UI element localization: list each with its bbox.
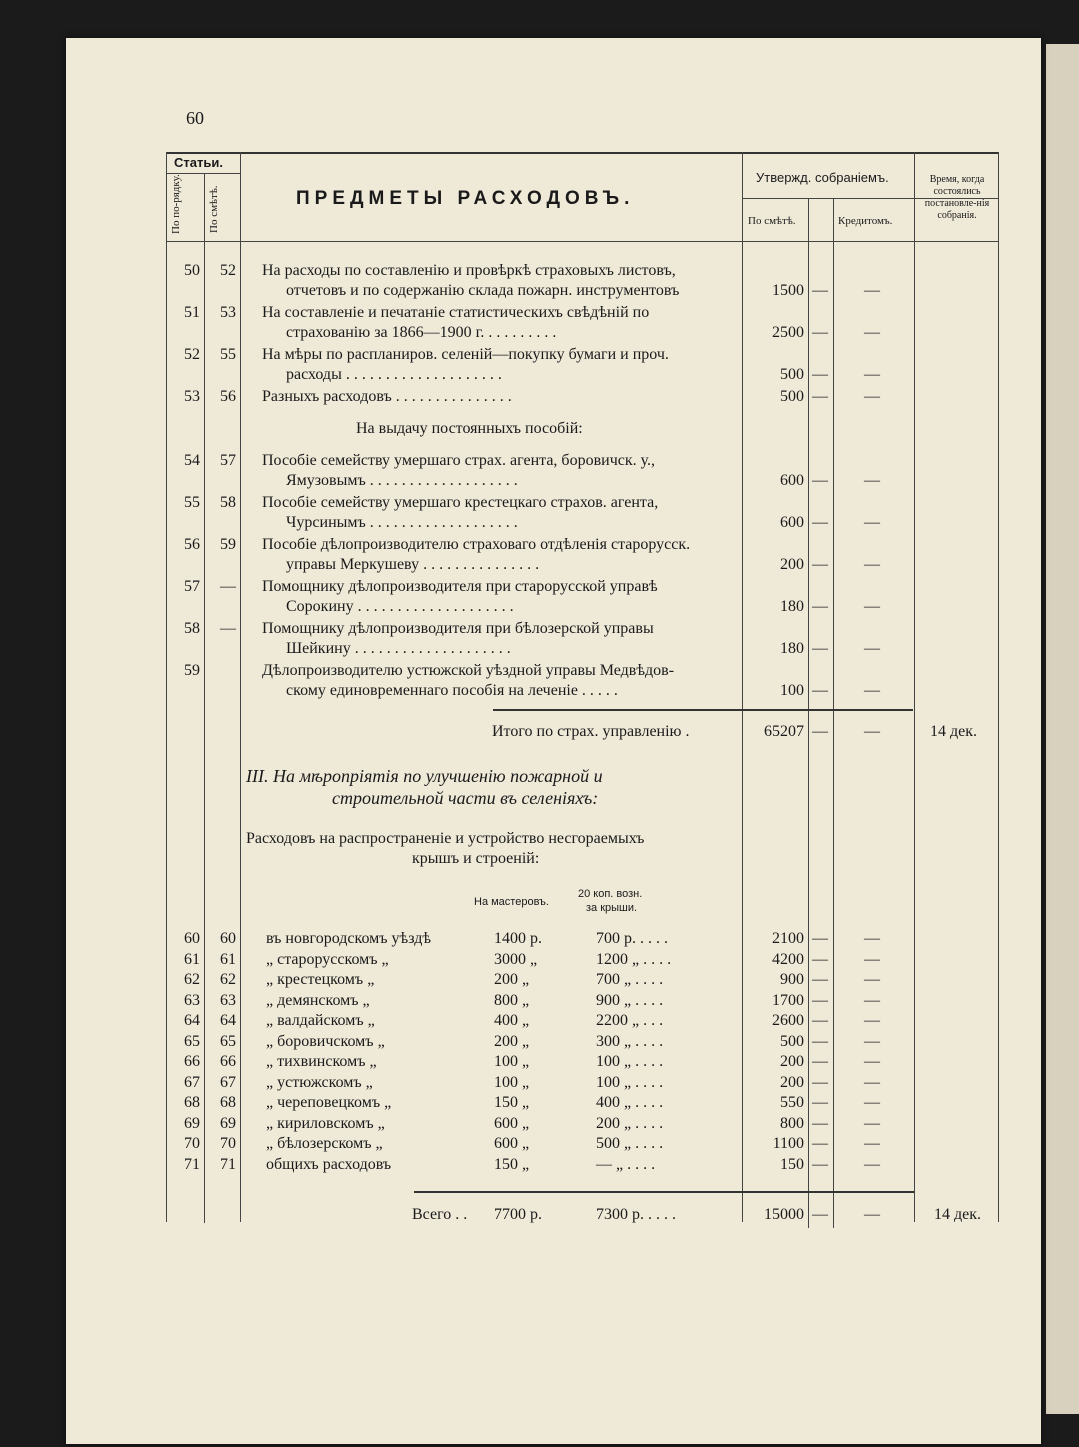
district-name: „ старорусскомъ „ [266,950,389,968]
row-number-poryadku: 50 [184,262,200,279]
row-number-smete: 52 [220,262,236,279]
row-description-line-1: На мѣры по распланиров. селеній—покупку бумаги и проч. [262,346,669,363]
row-dash-kredit: — [812,472,828,489]
row-description-line-2: страхованію за 1866—1900 г. . . . . . . . . . [286,324,557,341]
page-number: 60 [186,108,204,128]
district-name: „ валдайскомъ „ [266,1012,375,1029]
row-amount: 1700 [772,991,804,1009]
po-poryadku-header: По по-рядку. [170,174,182,234]
row-dash-kredit: — [812,1094,828,1111]
row-dash-kredit: — [812,324,828,341]
stati-header: Статьи. [174,155,223,170]
row-number-smete: 59 [220,536,236,553]
row-dash-kredit: — [812,1135,828,1152]
row-dash-kredit-2: — [864,991,880,1009]
row-dash-kredit-2: — [864,1032,880,1050]
row-dash-kredit-2: — [864,640,880,657]
itogo-dash-1: — [812,723,828,740]
masterov-value: 100 „ [494,1073,530,1091]
district-name: „ устюжскомъ „ [266,1073,373,1091]
row-number-poryadku: 65 [184,1032,200,1050]
row-description-line-2: Чурсинымъ . . . . . . . . . . . . . . . . . . . [286,514,518,531]
header-bottom-rule [166,241,998,242]
row-dash-kredit-2: — [864,472,880,489]
row-number-poryadku: 71 [184,1155,200,1173]
row-number-smete: — [220,578,236,595]
po-smete-col-header: По смѣтѣ. [208,185,220,233]
row-dash-kredit-2: — [864,1012,880,1029]
masterov-value: 150 „ [494,1155,530,1173]
masterov-value: 1400 р. [494,930,542,947]
row-dash-kredit-2: — [864,366,880,383]
row-description-line-2: расходы . . . . . . . . . . . . . . . . . . . . [286,366,502,383]
krysh-value: 700 „ . . . . [596,971,664,988]
section3-title-2: строительной части въ селеніяхъ: [332,788,599,808]
kreditom-header: Кредитомъ. [838,215,893,227]
row-number-poryadku: 63 [184,991,200,1009]
table-top-rule [166,152,998,154]
col-krysh-header-1: 20 коп. возн. [578,888,643,900]
row-number-poryadku: 55 [184,494,200,511]
krysh-value: 700 р. . . . . [596,930,668,947]
masterov-value: 100 „ [494,1053,530,1070]
row-description-line-2: Сорокину . . . . . . . . . . . . . . . . . . . . [286,598,514,615]
vsego-dash-1: — [812,1206,828,1223]
vremya-header: Время, когда состоялись постановле-нія собранія. [924,174,990,221]
masterov-value: 800 „ [494,991,530,1009]
row-dash-kredit-2: — [864,930,880,947]
row-amount: 1500 [772,282,804,299]
row-dash-kredit-2: — [864,282,880,299]
krysh-value: 300 „ . . . . [596,1032,664,1050]
row-dash-kredit: — [812,556,828,573]
row-number-smete: 67 [220,1073,236,1091]
row-number-smete: 69 [220,1114,236,1132]
table-title: ПРЕДМЕТЫ РАСХОДОВЪ. [296,188,635,209]
row-amount: 550 [780,1094,804,1111]
col-sep-7 [914,152,915,1222]
row-amount: 200 [780,556,804,573]
row-amount: 500 [780,1032,804,1050]
row-number-smete: 66 [220,1053,236,1070]
masterov-value: 600 „ [494,1135,530,1152]
row-description-line-2: скому единовременнаго пособія на леченіе . . . . . [286,682,618,699]
row-dash-kredit: — [812,366,828,383]
vsego-amount: 15000 [764,1206,804,1223]
vsego-dash-2: — [864,1206,880,1223]
row-dash-kredit-2: — [864,1094,880,1111]
row-amount: 200 [780,1053,804,1070]
row-amount: 180 [780,640,804,657]
row-number-smete: 63 [220,991,236,1009]
col-krysh-header-2: за крыши. [586,902,638,914]
row-amount: 100 [780,682,804,699]
row-amount: 500 [780,366,804,383]
row-description-line-1: На расходы по составленію и провѣркѣ страховыхъ листовъ, [262,262,676,279]
row-dash-kredit: — [812,1012,828,1029]
krysh-value: 2200 „ . . . [596,1012,664,1029]
row-number-smete: 60 [220,930,236,947]
row-number-poryadku: 57 [184,578,200,595]
col-sep-8 [998,152,999,1222]
row-dash-kredit: — [812,388,828,405]
row-number-poryadku: 68 [184,1094,200,1111]
row-dash-kredit-2: — [864,556,880,573]
row-number-smete: 58 [220,494,236,511]
masterov-value: 200 „ [494,1032,530,1050]
row-number-poryadku: 58 [184,620,200,637]
row-number-smete: 53 [220,304,236,321]
row-dash-kredit-2: — [864,1073,880,1091]
row-description-line-2: Ямузовымъ . . . . . . . . . . . . . . . . . . . [286,472,518,489]
district-name: „ крестецкомъ „ [266,971,375,988]
row-dash-kredit: — [812,1053,828,1070]
district-name: „ бѣлозерскомъ „ [266,1135,383,1152]
row-description-line-1: Дѣлопроизводителю устюжской уѣздной управы Медвѣдов- [262,662,675,679]
row-dash-kredit-2: — [864,388,880,405]
row-amount: 150 [780,1155,804,1173]
row-dash-kredit: — [812,282,828,299]
row-dash-kredit: — [812,1032,828,1050]
row-number-poryadku: 66 [184,1053,200,1070]
district-name: „ боровичскомъ „ [266,1032,385,1050]
row-dash-kredit-2: — [864,1135,880,1152]
row-amount: 600 [780,472,804,489]
po-smete-header: По смѣтѣ. [748,215,796,227]
itogo-dash-2: — [864,723,880,740]
row-dash-kredit: — [812,1155,828,1173]
row-description-line-1: Пособіе семейству умершаго страх. агента, боровичск. у., [262,452,656,469]
row-number-poryadku: 70 [184,1135,200,1152]
row-number-poryadku: 61 [184,950,200,968]
row-description-line-1: На составленіе и печатаніе статистическихъ свѣдѣній по [262,304,650,321]
row-dash-kredit-2: — [864,682,880,699]
row-number-smete: 71 [220,1155,236,1173]
row-amount: 1100 [772,1135,804,1152]
itogo-label: Итого по страх. управленію . [492,723,690,740]
utverzhd-header: Утвержд. собраніемъ. [756,170,889,185]
row-dash-kredit-2: — [864,598,880,615]
row-description-line-1: Пособіе дѣлопроизводителю страховаго отдѣленія старорусск. [262,536,691,553]
section3-title-1: III. На мѣропріятія по улучшенію пожарной и [246,766,603,786]
row-dash-kredit: — [812,950,828,968]
row-number-poryadku: 69 [184,1114,200,1132]
row-number-smete: — [220,620,236,637]
row-number-smete: 64 [220,1012,236,1029]
vsego-date: 14 дек. [934,1206,982,1223]
section3-sub-2: крышъ и строеній: [412,850,540,867]
row-description-line-1: Разныхъ расходовъ . . . . . . . . . . . . . . . [262,388,512,405]
itogo-date: 14 дек. [930,723,978,740]
vsego-rule [414,1191,914,1193]
district-name: „ кириловскомъ „ [266,1114,385,1132]
district-name: общихъ расходовъ [266,1155,392,1173]
district-name: „ демянскомъ „ [266,991,370,1009]
row-dash-kredit-2: — [864,1155,880,1173]
krysh-value: 200 „ . . . . [596,1114,664,1132]
section3-sub-1: Расходовъ на распространеніе и устройство несгораемыхъ [246,830,645,847]
row-number-smete: 65 [220,1032,236,1050]
row-number-smete: 57 [220,452,236,469]
district-name: въ новгородскомъ уѣздѣ [266,930,432,947]
krysh-value: 400 „ . . . . [596,1094,664,1111]
krysh-value: — „ . . . . [596,1155,656,1173]
row-number-poryadku: 56 [184,536,200,553]
krysh-value: 900 „ . . . . [596,991,664,1009]
row-amount: 800 [780,1114,804,1132]
row-number-poryadku: 62 [184,971,200,988]
col-sep-5 [808,198,809,1228]
next-page-edge [1046,44,1079,1414]
col-sep-1 [166,152,167,1222]
row-dash-kredit: — [812,514,828,531]
masterov-value: 400 „ [494,1012,530,1029]
row-dash-kredit: — [812,682,828,699]
row-amount: 4200 [772,950,804,968]
row-dash-kredit-2: — [864,324,880,341]
row-amount: 900 [780,971,804,988]
krysh-value: 1200 „ . . . . [596,950,672,968]
row-number-poryadku: 60 [184,930,200,947]
row-amount: 2600 [772,1012,804,1029]
district-name: „ тихвинскомъ „ [266,1053,377,1070]
row-description-line-2: управы Меркушеву . . . . . . . . . . . . . . . [286,556,540,573]
district-name: „ череповецкомъ „ [266,1094,392,1111]
masterov-value: 200 „ [494,971,530,988]
row-number-poryadku: 64 [184,1012,200,1029]
row-number-smete: 61 [220,950,236,968]
row-amount: 200 [780,1073,804,1091]
krysh-value: 100 „ . . . . [596,1073,664,1091]
krysh-value: 100 „ . . . . [596,1053,664,1070]
row-description-line-2: Шейкину . . . . . . . . . . . . . . . . . . . . [286,640,511,657]
vsego-label: Всего . . [412,1206,468,1223]
row-amount: 180 [780,598,804,615]
vsego-krysh: 7300 р. . . . . [596,1206,676,1223]
row-dash-kredit: — [812,991,828,1009]
row-description-line-1: Помощнику дѣлопроизводителя при старорусской управѣ [262,578,658,595]
col-sep-4 [742,152,743,1222]
row-number-poryadku: 67 [184,1073,200,1091]
row-number-smete: 68 [220,1094,236,1111]
col-masterov-header: На мастеровъ. [474,896,549,908]
col-sep-6 [833,198,834,1228]
document-page [66,38,1041,1444]
row-description-line-1: Помощнику дѣлопроизводителя при бѣлозерской управы [262,620,654,637]
row-number-smete: 62 [220,971,236,988]
vsego-masterov: 7700 р. [494,1206,542,1223]
row-dash-kredit-2: — [864,971,880,988]
row-dash-kredit: — [812,598,828,615]
row-dash-kredit: — [812,1073,828,1091]
row-number-poryadku: 59 [184,662,200,679]
col-sep-3 [240,152,241,1222]
row-amount: 600 [780,514,804,531]
row-number-smete: 55 [220,346,236,363]
row-description-line-1: Пособіе семейству умершаго крестецкаго страхов. агента, [262,494,659,511]
row-number-poryadku: 54 [184,452,200,469]
row-number-smete: 70 [220,1135,236,1152]
masterov-value: 150 „ [494,1094,530,1111]
row-number-poryadku: 53 [184,388,200,405]
row-amount: 500 [780,388,804,405]
row-dash-kredit: — [812,930,828,947]
row-dash-kredit-2: — [864,950,880,968]
row-dash-kredit-2: — [864,514,880,531]
row-dash-kredit: — [812,640,828,657]
section-posobiya: На выдачу постоянныхъ пособій: [356,420,583,437]
itogo-rule [493,709,913,711]
row-description-line-2: отчетовъ и по содержанію склада пожарн. инструментовъ [286,282,680,299]
row-dash-kredit-2: — [864,1114,880,1132]
masterov-value: 600 „ [494,1114,530,1132]
row-dash-kredit: — [812,1114,828,1132]
row-number-smete: 56 [220,388,236,405]
row-dash-kredit: — [812,971,828,988]
itogo-amount: 65207 [764,723,804,740]
col-sep-2 [204,173,205,1223]
row-dash-kredit-2: — [864,1053,880,1070]
krysh-value: 500 „ . . . . [596,1135,664,1152]
row-number-poryadku: 51 [184,304,200,321]
row-amount: 2100 [772,930,804,947]
row-number-poryadku: 52 [184,346,200,363]
masterov-value: 3000 „ [494,950,538,968]
row-amount: 2500 [772,324,804,341]
